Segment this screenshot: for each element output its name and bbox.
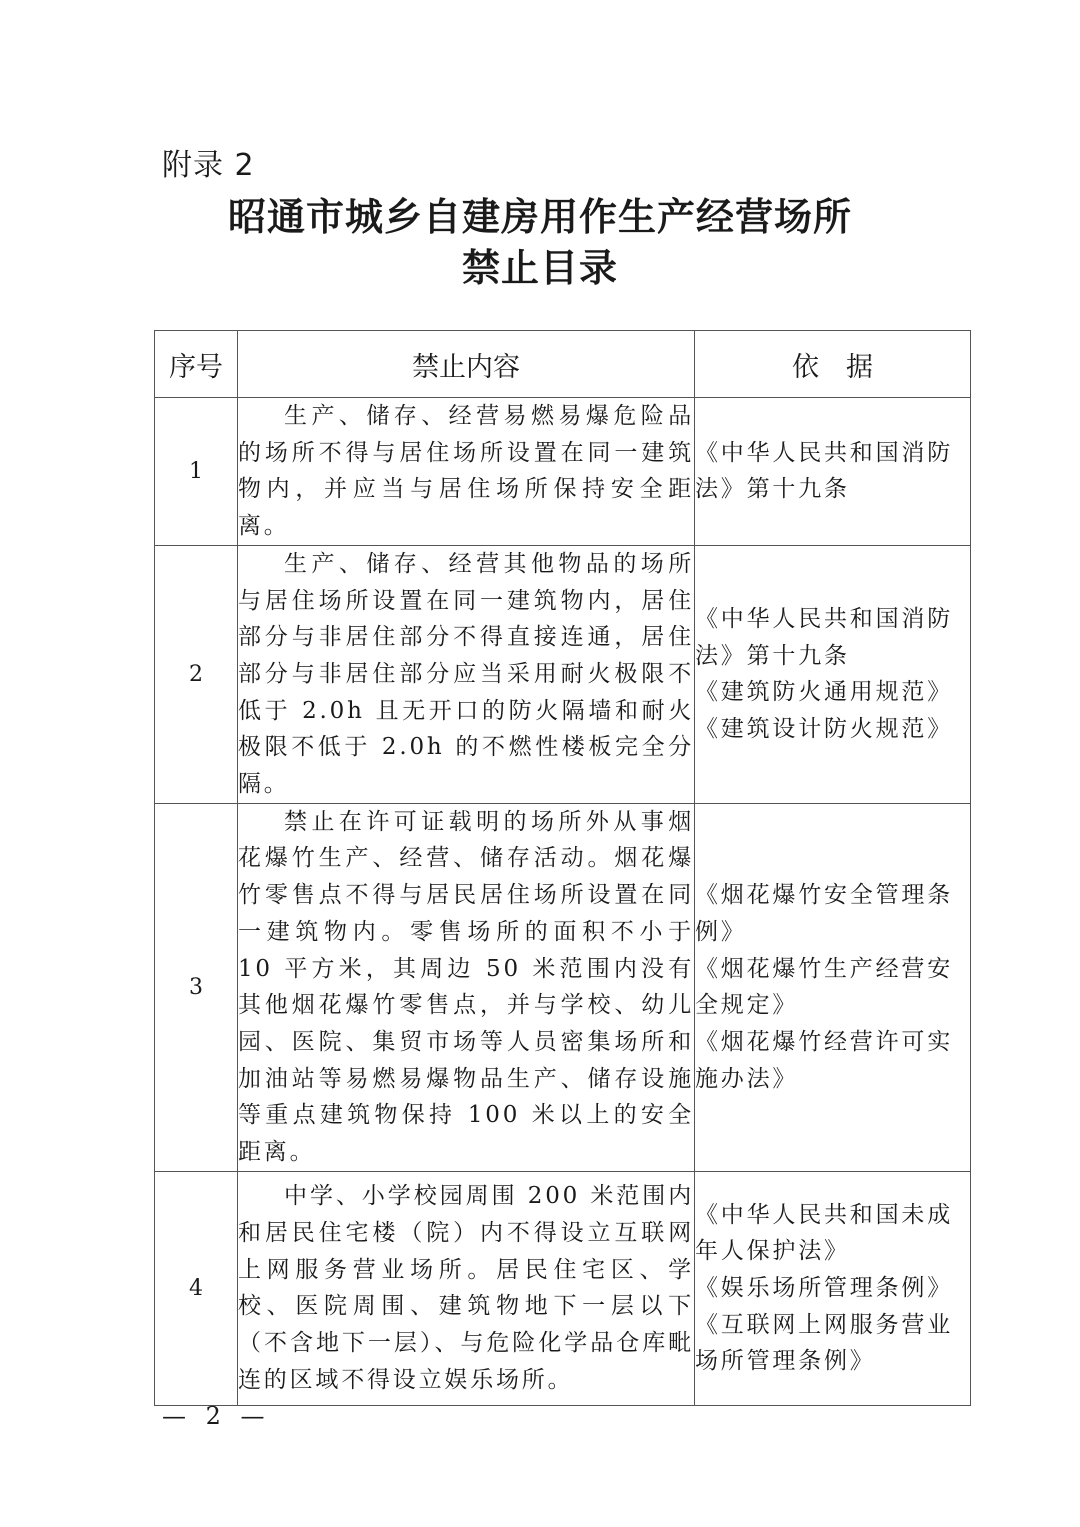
page-number: — 2 — [162,1402,271,1430]
basis-item: 《中华人民共和国消防法》第十九条 [695,439,953,503]
document-title-line-1: 昭通市城乡自建房用作生产经营场所 [227,195,852,239]
legal-basis [695,398,971,546]
header-prohibited-content: 禁止内容 [238,331,695,398]
appendix-label: 附录 2 [162,148,255,183]
row-number: 2 [155,545,238,803]
legal-basis [695,545,971,803]
legal-basis [695,1171,971,1405]
table-header-row [155,331,971,398]
basis-item: 《中华人民共和国未成年人保护法》 [695,1201,953,1265]
basis-item: 《建筑设计防火规范》 [695,715,953,742]
row-number: 4 [155,1171,238,1405]
basis-item: 《互联网上网服务营业场所管理条例》 [695,1311,953,1375]
basis-item: 《娱乐场所管理条例》 [695,1274,953,1301]
row-number: 3 [155,803,238,1171]
row-number: 1 [155,398,238,546]
table-row [155,398,971,546]
table-row [155,1171,971,1405]
table-row [155,545,971,803]
basis-item: 《烟花爆竹安全管理条例》 [695,882,953,945]
header-legal-basis: 依 据 [695,331,971,398]
legal-basis [695,803,971,1171]
basis-item: 《烟花爆竹经营许可实施办法》 [695,1028,953,1092]
basis-item: 《建筑防火通用规范》 [695,679,953,706]
prohibited-content: 生产、储存、经营其他物品的场所与居住场所设置在同一建筑物内，居住部分与非居住部分不得直接连通，居住部分与非居住部分应当采用耐火极限不低于 2.0h 且无开口的防火隔墙和耐火极限不低于 2.0h 的不燃性楼板完全分隔。 [238,545,695,803]
document-title-line-2: 禁止目录 [461,246,618,290]
prohibited-content: 中学、小学校园周围 200 米范围内和居民住宅楼（院）内不得设立互联网上网服务营业场所。居民住宅区、学校、医院周围、建筑物地下一层以下（不含地下一层）、与危险化学品仓库毗连的区域不得设立娱乐场所。 [238,1171,695,1405]
prohibited-content: 生产、储存、经营易燃易爆危险品的场所不得与居住场所设置在同一建筑物内，并应当与居住场所保持安全距离。 [238,398,695,546]
table-row [155,803,971,1171]
basis-item: 《烟花爆竹生产经营安全规定》 [695,955,953,1019]
basis-item: 《中华人民共和国消防法》第十九条 [695,605,953,669]
prohibited-content: 禁止在许可证载明的场所外从事烟花爆竹生产、经营、储存活动。烟花爆竹零售点不得与居民居住场所设置在同一建筑物内。零售场所的面积不小于 10 平方米，其周边 50 米范围内没有其他烟花爆竹零售点，并与学校、幼儿园、医院、集贸市场等人员密集场所和加油站等易燃易爆物品生产、储存设施等重点建筑物保持 100 米以上的安全距离。 [238,803,695,1171]
header-serial-number: 序号 [155,331,238,398]
prohibition-catalog-table [154,330,971,1406]
